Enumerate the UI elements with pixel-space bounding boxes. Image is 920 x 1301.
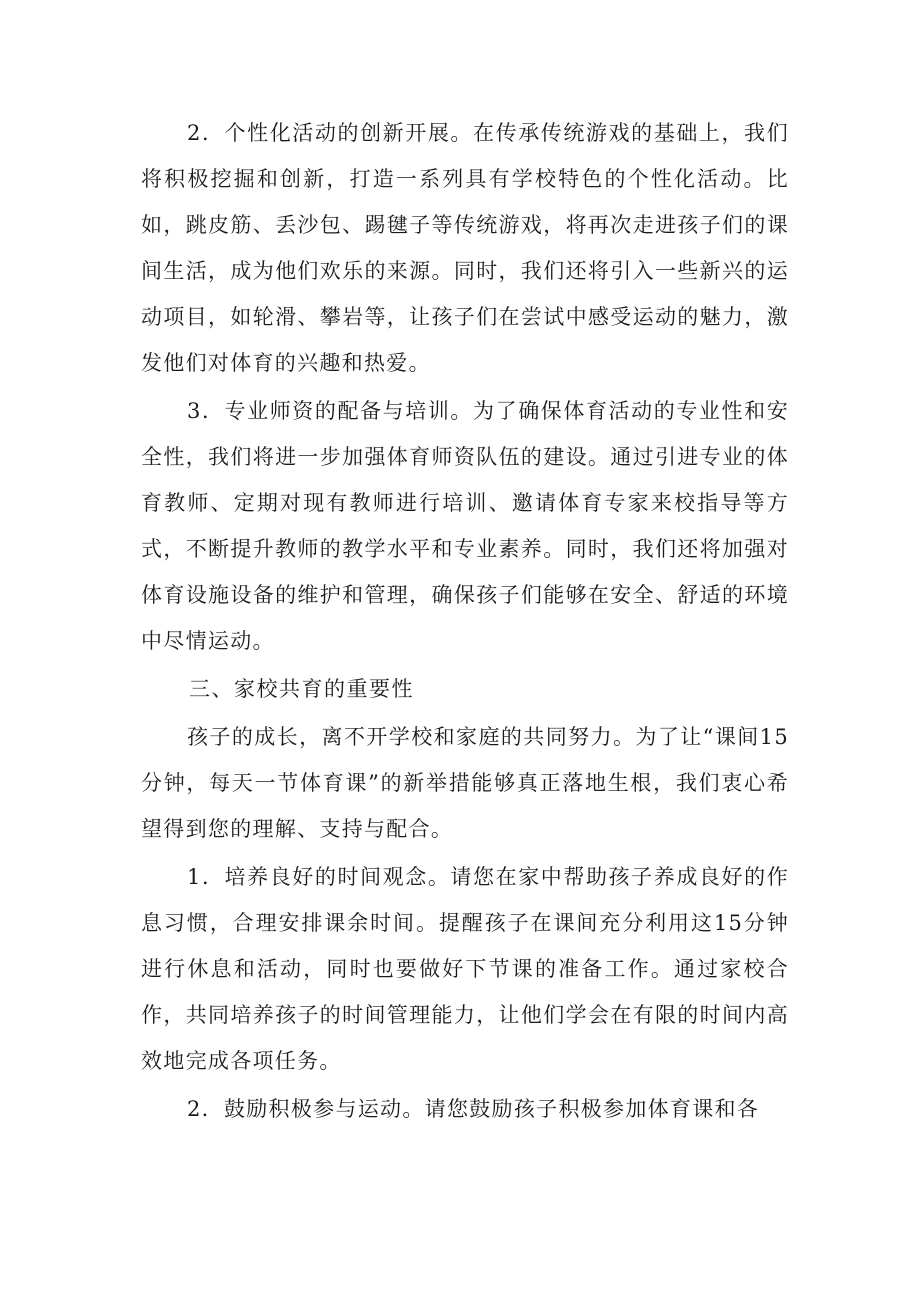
paragraph-time-management: 1．培养良好的时间观念。请您在家中帮助孩子养成良好的作息习惯，合理安排课余时间。提醒孩子在课间充分利用这15分钟进行休息和活动，同时也要做好下节课的准备工作。通过家校合作，共同培养孩子的时间管理能力，让他们学会在有限的时间内高效地完成各项任务。 — [141, 865, 789, 1073]
paragraph-home-school-intro: 孩子的成长，离不开学校和家庭的共同努力。为了让“课间15分钟，每天一节体育课”的新举措能够真正落地生根，我们衷心希望得到您的理解、支持与配合。 — [141, 725, 789, 841]
paragraph-teacher-training: 3．专业师资的配备与培训。为了确保体育活动的专业性和安全性，我们将进一步加强体育师资队伍的建设。通过引进专业的体育教师、定期对现有教师进行培训、邀请体育专家来校指导等方式，不断提升教师的教学水平和专业素养。同时，我们还将加强对体育设施设备的维护和管理，确保孩子们能够在安全、舒适的环境中尽情运动。 — [141, 399, 789, 653]
paragraph-personalized-activities: 2．个性化活动的创新开展。在传承传统游戏的基础上，我们将积极挖掘和创新，打造一系列具有学校特色的个性化活动。比如，跳皮筋、丢沙包、踢毽子等传统游戏，将再次走进孩子们的课间生活，成为他们欢乐的来源。同时，我们还将引入一些新兴的运动项目，如轮滑、攀岩等，让孩子们在尝试中感受运动的魅力，激发他们对体育的兴趣和热爱。 — [141, 121, 789, 375]
section-heading-home-school: 三、家校共育的重要性 — [189, 677, 414, 701]
paragraph-encourage-exercise: 2．鼓励积极参与运动。请您鼓励孩子积极参加体育课和各 — [187, 1097, 760, 1121]
document-page — [141, 110, 789, 1132]
